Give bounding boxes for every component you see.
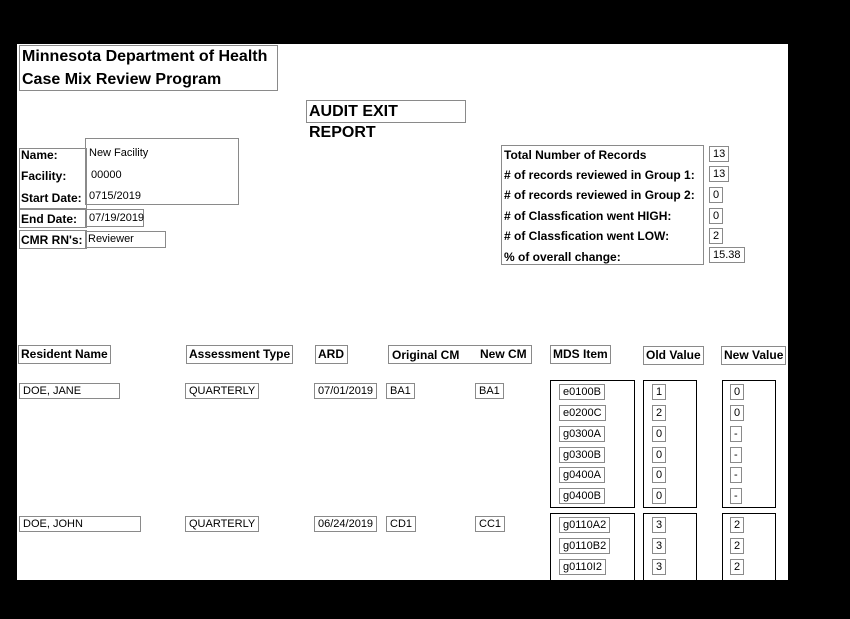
assessment-type: QUARTERLY bbox=[185, 383, 259, 399]
facility-value: 00000 bbox=[91, 169, 122, 181]
low-value: 2 bbox=[709, 228, 723, 244]
low-label: # of Classfication went LOW: bbox=[504, 229, 670, 243]
group2-label: # of records reviewed in Group 2: bbox=[504, 188, 695, 202]
mds-item: g0110A2 bbox=[559, 517, 610, 533]
new-value: - bbox=[730, 467, 742, 483]
ard-date: 06/24/2019 bbox=[314, 516, 377, 532]
summary-box bbox=[501, 145, 704, 265]
total-records-label: Total Number of Records bbox=[504, 148, 647, 162]
original-cm: BA1 bbox=[386, 383, 415, 399]
col-header-assessment: Assessment Type bbox=[186, 345, 293, 364]
pct-change-value: 15.38 bbox=[709, 247, 745, 263]
old-value: 0 bbox=[652, 488, 666, 504]
old-value: 0 bbox=[652, 447, 666, 463]
new-cm: CC1 bbox=[475, 516, 505, 532]
end-date-label: End Date: bbox=[21, 212, 78, 226]
resident-name: DOE, JANE bbox=[19, 383, 120, 399]
start-date-label: Start Date: bbox=[21, 191, 82, 205]
mds-item: g0400B bbox=[559, 488, 605, 504]
facility-label: Facility: bbox=[21, 169, 67, 183]
col-header-new-cm: New CM bbox=[480, 347, 527, 361]
ard-date: 07/01/2019 bbox=[314, 383, 377, 399]
old-value: 3 bbox=[652, 517, 666, 533]
group1-value: 13 bbox=[709, 166, 729, 182]
new-value: 2 bbox=[730, 538, 744, 554]
start-date-value: 0715/2019 bbox=[89, 190, 141, 202]
old-value: 2 bbox=[652, 405, 666, 421]
high-label: # of Classfication went HIGH: bbox=[504, 209, 672, 223]
mds-item: e0200C bbox=[559, 405, 606, 421]
resident-name: DOE, JOHN bbox=[19, 516, 141, 532]
old-value: 0 bbox=[652, 467, 666, 483]
col-header-mds-item: MDS Item bbox=[550, 345, 611, 364]
new-value: - bbox=[730, 426, 742, 442]
name-value: New Facility bbox=[89, 147, 149, 159]
original-cm: CD1 bbox=[386, 516, 416, 532]
new-value: - bbox=[730, 447, 742, 463]
col-header-original-cm: Original CM bbox=[392, 348, 460, 362]
new-value: 0 bbox=[730, 405, 744, 421]
report-page bbox=[17, 44, 788, 580]
mds-item: g0110I2 bbox=[559, 559, 606, 575]
mds-item: g0300A bbox=[559, 426, 605, 442]
col-header-new-value: New Value bbox=[721, 346, 786, 365]
new-value: 0 bbox=[730, 384, 744, 400]
end-date-value: 07/19/2019 bbox=[85, 209, 144, 227]
group1-label: # of records reviewed in Group 1: bbox=[504, 168, 695, 182]
new-value: 2 bbox=[730, 559, 744, 575]
org-line2: Case Mix Review Program bbox=[22, 71, 222, 88]
new-value: 2 bbox=[730, 517, 744, 533]
rn-value: Reviewer bbox=[85, 231, 166, 248]
pct-change-label: % of overall change: bbox=[504, 250, 621, 264]
report-title: AUDIT EXIT REPORT bbox=[306, 100, 466, 123]
org-line1: Minnesota Department of Health bbox=[22, 48, 268, 65]
group2-value: 0 bbox=[709, 187, 723, 203]
new-cm: BA1 bbox=[475, 383, 504, 399]
col-header-ard: ARD bbox=[315, 345, 348, 364]
old-value: 0 bbox=[652, 426, 666, 442]
rn-label: CMR RN's: bbox=[21, 233, 83, 247]
name-label: Name: bbox=[21, 148, 58, 162]
mds-item: g0400A bbox=[559, 467, 605, 483]
old-value: 1 bbox=[652, 384, 666, 400]
old-value: 3 bbox=[652, 538, 666, 554]
total-records-value: 13 bbox=[709, 146, 729, 162]
col-header-old-value: Old Value bbox=[643, 346, 704, 365]
new-value: - bbox=[730, 488, 742, 504]
mds-item: g0110B2 bbox=[559, 538, 610, 554]
assessment-type: QUARTERLY bbox=[185, 516, 259, 532]
high-value: 0 bbox=[709, 208, 723, 224]
mds-item: g0300B bbox=[559, 447, 605, 463]
old-value: 3 bbox=[652, 559, 666, 575]
mds-item: e0100B bbox=[559, 384, 605, 400]
col-header-resident: Resident Name bbox=[18, 345, 111, 364]
